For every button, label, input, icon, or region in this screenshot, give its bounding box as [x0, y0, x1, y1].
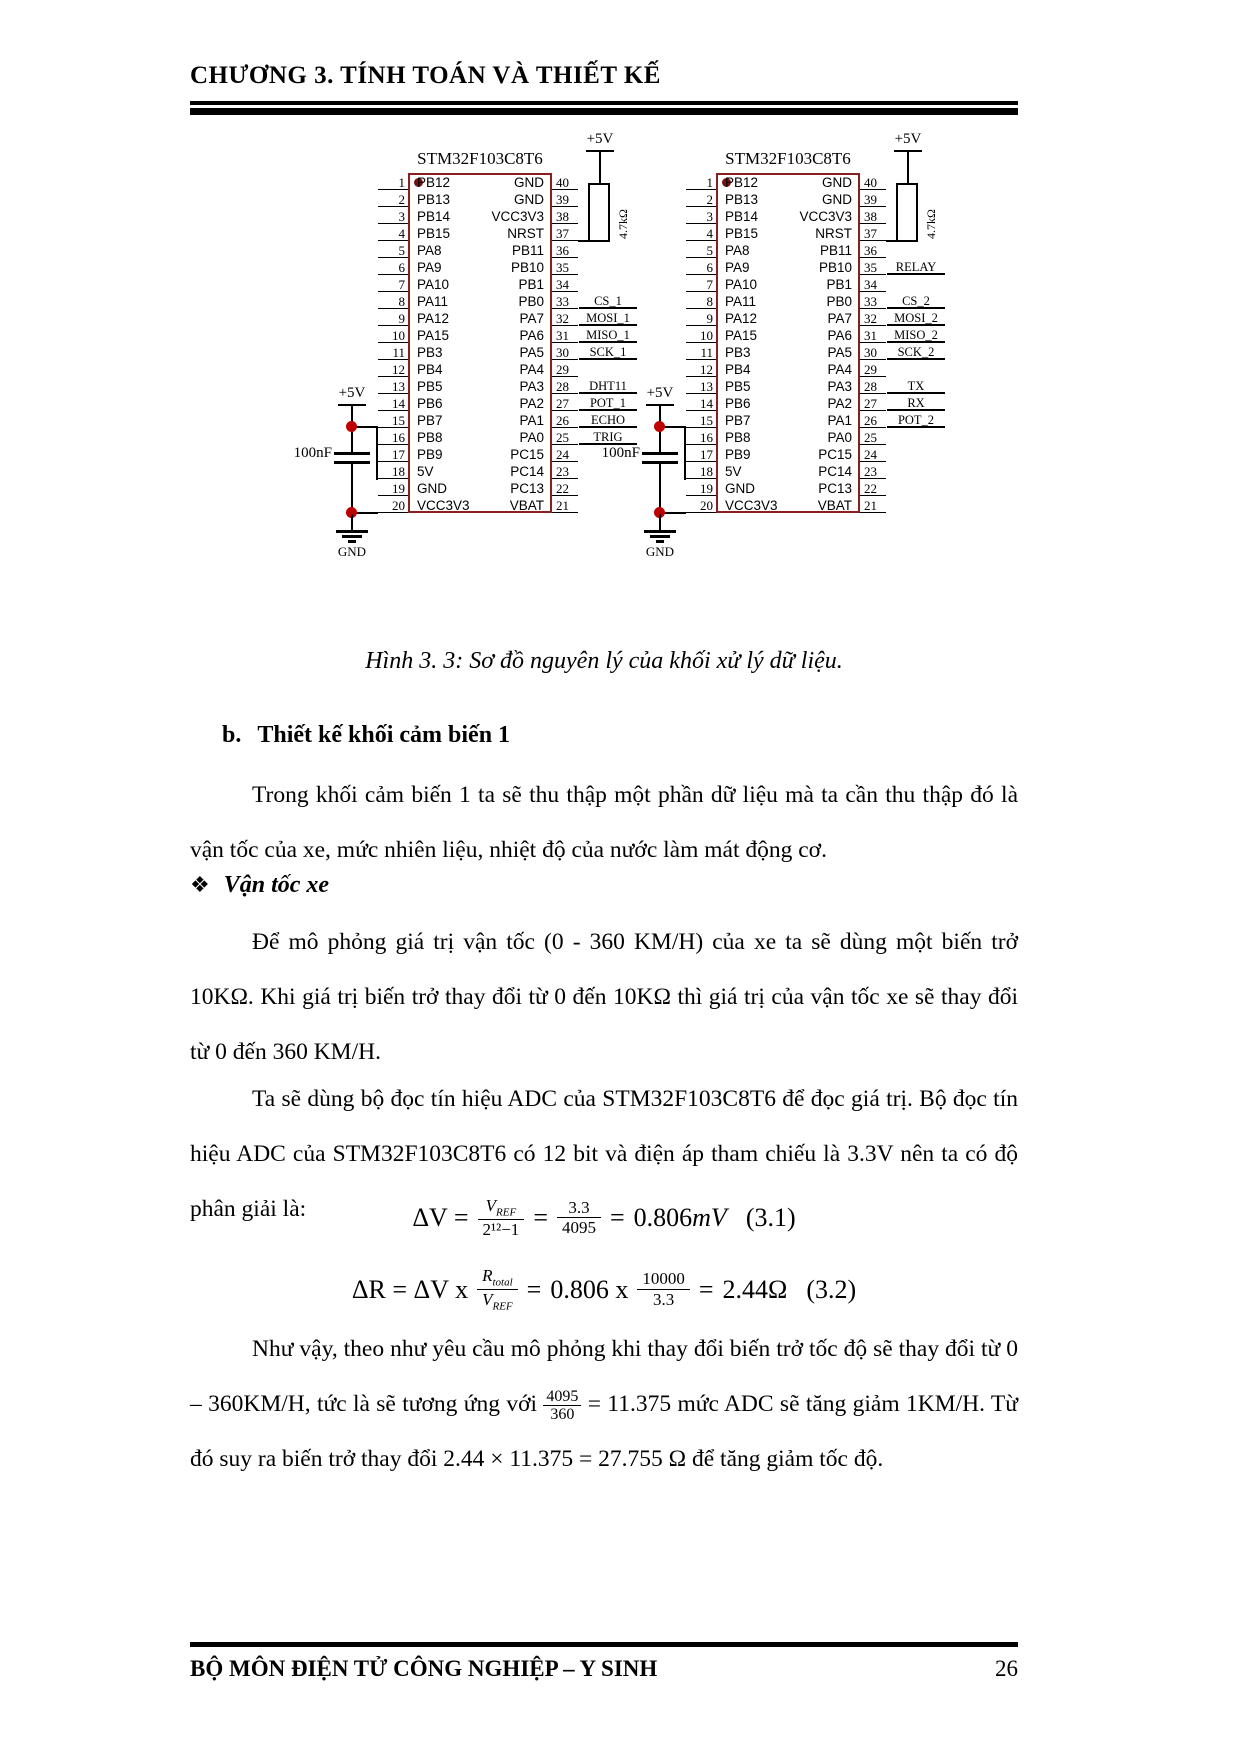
pin-name-right: PA3	[827, 379, 852, 394]
pin-name-right: PA2	[519, 396, 544, 411]
pin-name-right: PC15	[818, 447, 852, 462]
pin-number-left: 7	[686, 277, 716, 292]
resistor-value-label: 4.7kΩ	[924, 209, 938, 239]
pin-name-left: PA8	[417, 243, 442, 258]
wire	[886, 240, 908, 242]
pin-number-left: 11	[378, 345, 408, 360]
pin-name-left: PB5	[417, 379, 443, 394]
net-label: SCK_2	[887, 345, 945, 360]
net-label: CS_1	[579, 294, 637, 309]
pin-name-left: PB14	[725, 209, 759, 224]
pin-name-left: PB14	[417, 209, 451, 224]
section-title: Thiết kế khối cảm biến 1	[257, 722, 511, 748]
pin-name-right: PB10	[510, 260, 544, 275]
pin-name-left: PB7	[417, 413, 443, 428]
pin-number-right: 35	[860, 260, 886, 275]
pin-number-left: 5	[378, 243, 408, 258]
paragraph-4	[190, 1322, 1018, 1487]
net-label: CS_2	[887, 294, 945, 309]
pin-name-left: PB9	[417, 447, 443, 462]
net-label: TX	[887, 379, 945, 394]
pin-number-left: 13	[686, 379, 716, 394]
junction-dot	[346, 421, 357, 432]
pin-number-left: 4	[686, 226, 716, 241]
vcc-5v-label: +5V	[338, 385, 366, 401]
pin-row	[686, 447, 956, 464]
pin-number-right: 31	[860, 328, 886, 343]
pin-name-right: PA1	[519, 413, 544, 428]
header-rule-thin	[190, 101, 1018, 105]
pin-number-right: 40	[860, 175, 886, 190]
pin-number-left: 9	[378, 311, 408, 326]
pin-name-right: PC14	[510, 464, 544, 479]
pin-row	[686, 243, 956, 260]
capacitor-plate	[642, 452, 678, 455]
pin-number-right: 39	[860, 192, 886, 207]
pin-name-right: NRST	[815, 226, 852, 241]
diamond-bullet-icon: ❖	[190, 872, 210, 897]
pin-number-left: 20	[378, 498, 408, 513]
pin-number-left: 13	[378, 379, 408, 394]
pin-number-left: 17	[686, 447, 716, 462]
pin-number-left: 14	[378, 396, 408, 411]
pin-name-left: PB4	[417, 362, 443, 377]
pin-number-left: 18	[686, 464, 716, 479]
net-label: RELAY	[887, 260, 945, 275]
pin-number-right: 35	[552, 260, 578, 275]
pin-number-right: 32	[552, 311, 578, 326]
fraction: $\frac{3.3}{4095}$	[557, 1198, 601, 1238]
pin-number-left: 12	[378, 362, 408, 377]
net-label: TRIG	[579, 430, 637, 445]
pin-name-right: GND	[514, 175, 544, 190]
pin-number-left: 5	[686, 243, 716, 258]
pin-name-right: GND	[514, 192, 544, 207]
pin-name-left: PA12	[417, 311, 450, 326]
capacitor-value-label: 100nF	[601, 445, 640, 461]
pin-number-left: 2	[686, 192, 716, 207]
equals-sign: =	[533, 1202, 548, 1232]
pin-number-left: 6	[378, 260, 408, 275]
pin-number-left: 18	[378, 464, 408, 479]
pin-name-left: 5V	[725, 464, 742, 479]
paragraph-1: Trong khối cảm biến 1 ta sẽ thu thập một phần dữ liệu mà ta cần thu thập đó là vận tốc của xe, mức nhiên liệu, nhiệt độ của nước làm mát động cơ.	[190, 782, 1018, 863]
pin-number-right: 34	[552, 277, 578, 292]
pin-number-right: 27	[552, 396, 578, 411]
pin-name-right: VCC3V3	[491, 209, 544, 224]
paragraph-4-text: = 11.375 mức ADC sẽ tăng giảm 1KM/H. Từ đó suy ra biến trở thay đổi 2.44 × 11.375 = 27.755 Ω để tăng giảm tốc độ.	[190, 1391, 1018, 1472]
pin-name-right: VCC3V3	[799, 209, 852, 224]
pin-row	[686, 379, 956, 396]
pin-number-left: 15	[378, 413, 408, 428]
paragraph-3: Ta sẽ dùng bộ đọc tín hiệu ADC của STM32F103C8T6 để đọc giá trị. Bộ đọc tín hiệu ADC của STM32F103C8T6 có 12 bit và điện áp tham chiếu là 3.3V nên ta có độ phân giải là:	[190, 1086, 1018, 1222]
pin-number-right: 33	[552, 294, 578, 309]
pin-number-left: 3	[378, 209, 408, 224]
pin-name-right: PB1	[826, 277, 852, 292]
pin-number-left: 20	[686, 498, 716, 513]
pin-name-left: PA10	[725, 277, 758, 292]
pin-number-left: 3	[686, 209, 716, 224]
pin-number-right: 29	[552, 362, 578, 377]
equals-sign: =	[609, 1202, 625, 1232]
pin-number-right: 29	[860, 362, 886, 377]
ground-bar	[336, 530, 368, 533]
pin-number-right: 34	[860, 277, 886, 292]
pin-name-left: VCC3V3	[725, 498, 778, 513]
pin-number-right: 22	[860, 481, 886, 496]
fraction: $\frac{V_{REF}}{\text{2¹²−1}}$	[478, 1196, 525, 1240]
pin-number-right: 36	[552, 243, 578, 258]
pin-number-left: 16	[378, 430, 408, 445]
net-label: RX	[887, 396, 945, 411]
bullet-title: Vận tốc xe	[223, 872, 330, 898]
pin-name-left: PB12	[725, 175, 759, 190]
pin-name-right: PB0	[518, 294, 544, 309]
pin-name-right: PA5	[519, 345, 544, 360]
net-label: DHT11	[579, 379, 637, 394]
pin-number-right: 22	[552, 481, 578, 496]
pin-name-right: GND	[822, 175, 852, 190]
pin-name-right: PB11	[819, 243, 852, 258]
wire	[684, 426, 686, 480]
ground-label: GND	[645, 544, 675, 559]
pin-row	[686, 430, 956, 447]
header-rule-thick	[190, 108, 1018, 115]
section-label: b.	[222, 722, 242, 748]
pin-number-right: 30	[860, 345, 886, 360]
pin-number-right: 32	[860, 311, 886, 326]
equals-sign: =	[698, 1274, 714, 1304]
pin-number-left: 10	[378, 328, 408, 343]
eq-lhs: ΔV =	[412, 1202, 469, 1232]
pin-name-left: PA9	[417, 260, 442, 275]
footer-rule	[190, 1642, 1018, 1647]
pin-name-right: PA7	[827, 311, 852, 326]
pin-name-right: PB1	[518, 277, 544, 292]
equation-3-2	[190, 1266, 1018, 1313]
pin-name-left: PA10	[417, 277, 450, 292]
pin-name-left: PA11	[417, 294, 449, 309]
pin-name-right: PA0	[519, 430, 544, 445]
vcc-5v-label: +5V	[894, 131, 922, 147]
pin-row	[686, 328, 956, 345]
pin-name-right: PA6	[827, 328, 852, 343]
pin-name-left: PA15	[417, 328, 450, 343]
pin-name-right: PB0	[826, 294, 852, 309]
pin-name-right: NRST	[507, 226, 544, 241]
pin-name-left: PB3	[725, 345, 751, 360]
wire	[351, 514, 353, 530]
pin-name-right: PA6	[519, 328, 544, 343]
eq-mid: 0.806 x	[550, 1274, 629, 1304]
pin-number-right: 25	[552, 430, 578, 445]
pin-row	[686, 311, 956, 328]
footer-department: BỘ MÔN ĐIỆN TỬ CÔNG NGHIỆP – Y SINH	[190, 1656, 658, 1681]
pin-number-right: 37	[860, 226, 886, 241]
net-label: POT_2	[887, 413, 945, 428]
net-label: MOSI_1	[579, 311, 637, 326]
pin-number-left: 19	[378, 481, 408, 496]
ground-bar	[656, 540, 664, 543]
pin-row	[686, 464, 956, 481]
pin-number-right: 30	[552, 345, 578, 360]
pin-number-left: 2	[378, 192, 408, 207]
pin-row	[686, 345, 956, 362]
pin-name-left: PB8	[417, 430, 443, 445]
chapter-header: CHƯƠNG 3. TÍNH TOÁN VÀ THIẾT KẾ	[190, 62, 661, 89]
pin-name-right: PA0	[827, 430, 852, 445]
pin-number-right: 40	[552, 175, 578, 190]
net-label: MOSI_2	[887, 311, 945, 326]
pin-number-left: 6	[686, 260, 716, 275]
chip-title: STM32F103C8T6	[417, 149, 543, 168]
pin-name-left: GND	[417, 481, 447, 496]
pin-name-left: PA11	[725, 294, 757, 309]
equation-number: (3.1)	[745, 1202, 796, 1232]
page-number: 26	[995, 1656, 1018, 1681]
pin-name-left: PB8	[725, 430, 751, 445]
vcc-5v-label: +5V	[646, 385, 674, 401]
net-label: POT_1	[579, 396, 637, 411]
footer	[190, 1656, 1018, 1682]
inline-fraction: $\frac{4095}{360}$	[543, 1388, 581, 1424]
paragraph-2: Để mô phỏng giá trị vận tốc (0 - 360 KM/H) của xe ta sẽ dùng một biến trở 10KΩ. Khi giá trị biến trở thay đổi từ 0 đến 10KΩ thì giá trị của vận tốc xe sẽ thay đổi từ 0 đến 360 KM/H.	[190, 929, 1018, 1065]
resistor-symbol	[896, 183, 918, 242]
pin-number-right: 28	[860, 379, 886, 394]
section-heading-b	[222, 722, 510, 749]
pin-name-right: PB11	[511, 243, 544, 258]
schematic-chip-2	[598, 125, 968, 585]
pin-name-left: PB6	[725, 396, 751, 411]
pin-number-right: 26	[860, 413, 886, 428]
equation-number: (3.2)	[806, 1274, 857, 1304]
pin-number-right: 23	[552, 464, 578, 479]
pin-number-right: 36	[860, 243, 886, 258]
eq-lhs: ΔR = ΔV x	[351, 1274, 469, 1304]
pin-name-right: PA4	[827, 362, 852, 377]
pin-number-left: 16	[686, 430, 716, 445]
pin-name-right: PA1	[827, 413, 852, 428]
wire	[376, 426, 378, 480]
equation-3-1	[190, 1196, 1018, 1240]
pin-number-right: 26	[552, 413, 578, 428]
equals-sign: =	[526, 1274, 542, 1304]
pin-number-right: 24	[860, 447, 886, 462]
pin-name-left: PB5	[725, 379, 751, 394]
net-label: MISO_2	[887, 328, 945, 343]
pin-number-right: 33	[860, 294, 886, 309]
pin-number-right: 31	[552, 328, 578, 343]
pin-name-right: VBAT	[817, 498, 852, 513]
pin-number-left: 9	[686, 311, 716, 326]
pin-name-right: PC13	[818, 481, 852, 496]
pin-name-left: PB9	[725, 447, 751, 462]
pin-name-right: PA5	[827, 345, 852, 360]
capacitor-value-label: 100nF	[293, 445, 332, 461]
pin-number-left: 12	[686, 362, 716, 377]
pin-name-right: PC15	[510, 447, 544, 462]
resistor-value-label: 4.7kΩ	[616, 209, 630, 239]
pin-number-right: 23	[860, 464, 886, 479]
ground-bar	[650, 535, 670, 538]
eq-result: 0.806mV	[633, 1202, 727, 1232]
pin-name-right: PA7	[519, 311, 544, 326]
wire	[907, 152, 909, 183]
pin-number-right: 25	[860, 430, 886, 445]
fraction: $\frac{R_{total}}{V_{REF}}$	[477, 1266, 518, 1313]
pin-number-left: 17	[378, 447, 408, 462]
pin-name-right: PB10	[818, 260, 852, 275]
wire	[659, 514, 661, 530]
pin-number-left: 8	[686, 294, 716, 309]
ground-label: GND	[337, 544, 367, 559]
pin-number-left: 1	[686, 175, 716, 190]
pin-name-left: 5V	[417, 464, 434, 479]
pin-row	[686, 498, 956, 515]
pin-row	[686, 396, 956, 413]
pin-row	[686, 277, 956, 294]
pin-row	[686, 362, 956, 379]
capacitor-plate	[334, 452, 370, 455]
pin-name-left: PB4	[725, 362, 751, 377]
pin-name-left: PB13	[417, 192, 451, 207]
pin-name-right: PC14	[818, 464, 852, 479]
pin-name-right: PA2	[827, 396, 852, 411]
vcc-5v-label: +5V	[586, 131, 614, 147]
pin-row	[686, 481, 956, 498]
net-label: MISO_1	[579, 328, 637, 343]
pin-name-left: PB3	[417, 345, 443, 360]
pin-number-left: 11	[686, 345, 716, 360]
pin-number-left: 8	[378, 294, 408, 309]
pin-name-left: PB12	[417, 175, 451, 190]
pin-number-left: 19	[686, 481, 716, 496]
pin-number-left: 10	[686, 328, 716, 343]
pin-row	[686, 294, 956, 311]
chip-title: STM32F103C8T6	[725, 149, 851, 168]
pin-number-left: 1	[378, 175, 408, 190]
pin-number-right: 28	[552, 379, 578, 394]
pin-name-left: PA15	[725, 328, 758, 343]
net-label: SCK_1	[579, 345, 637, 360]
wire	[578, 240, 600, 242]
pin-number-left: 4	[378, 226, 408, 241]
ground-bar	[342, 535, 362, 538]
pin-name-left: PB6	[417, 396, 443, 411]
pin-name-right: PA4	[519, 362, 544, 377]
ground-bar	[348, 540, 356, 543]
pin-name-left: PB7	[725, 413, 751, 428]
pin-name-left: GND	[725, 481, 755, 496]
pin-number-left: 7	[378, 277, 408, 292]
pin-number-right: 38	[860, 209, 886, 224]
figure-caption: Hình 3. 3: Sơ đồ nguyên lý của khối xử lý dữ liệu.	[365, 648, 843, 674]
net-label: ECHO	[579, 413, 637, 428]
pin-name-right: VBAT	[509, 498, 544, 513]
pin-number-right: 38	[552, 209, 578, 224]
pin-name-left: PB15	[725, 226, 759, 241]
pin-name-left: VCC3V3	[417, 498, 470, 513]
pin-row	[686, 413, 956, 430]
pin-row	[686, 260, 956, 277]
paragraph-4-text: Như vậy, theo như yêu cầu mô phỏng khi thay đổi biến trở tốc độ sẽ thay đổi từ 0 – 360KM/H, tức là sẽ tương ứng với	[190, 1336, 1018, 1417]
pin-name-right: GND	[822, 192, 852, 207]
fraction: $\frac{10000}{3.3}$	[637, 1269, 690, 1309]
pin-number-right: 21	[552, 498, 578, 513]
pin-number-right: 39	[552, 192, 578, 207]
pin-number-left: 15	[686, 413, 716, 428]
pin-name-left: PB13	[725, 192, 759, 207]
pin-name-right: PC13	[510, 481, 544, 496]
pin-name-left: PA8	[725, 243, 750, 258]
pin-number-right: 21	[860, 498, 886, 513]
pin-number-right: 27	[860, 396, 886, 411]
pin-name-right: PA3	[519, 379, 544, 394]
pin-name-left: PA9	[725, 260, 750, 275]
eq-result: 2.44Ω	[722, 1274, 788, 1304]
junction-dot	[654, 421, 665, 432]
pin-number-right: 37	[552, 226, 578, 241]
bullet-heading	[190, 872, 329, 899]
ground-bar	[644, 530, 676, 533]
pin-name-left: PB15	[417, 226, 451, 241]
pin-number-left: 14	[686, 396, 716, 411]
pin-name-left: PA12	[725, 311, 758, 326]
pin-number-right: 24	[552, 447, 578, 462]
